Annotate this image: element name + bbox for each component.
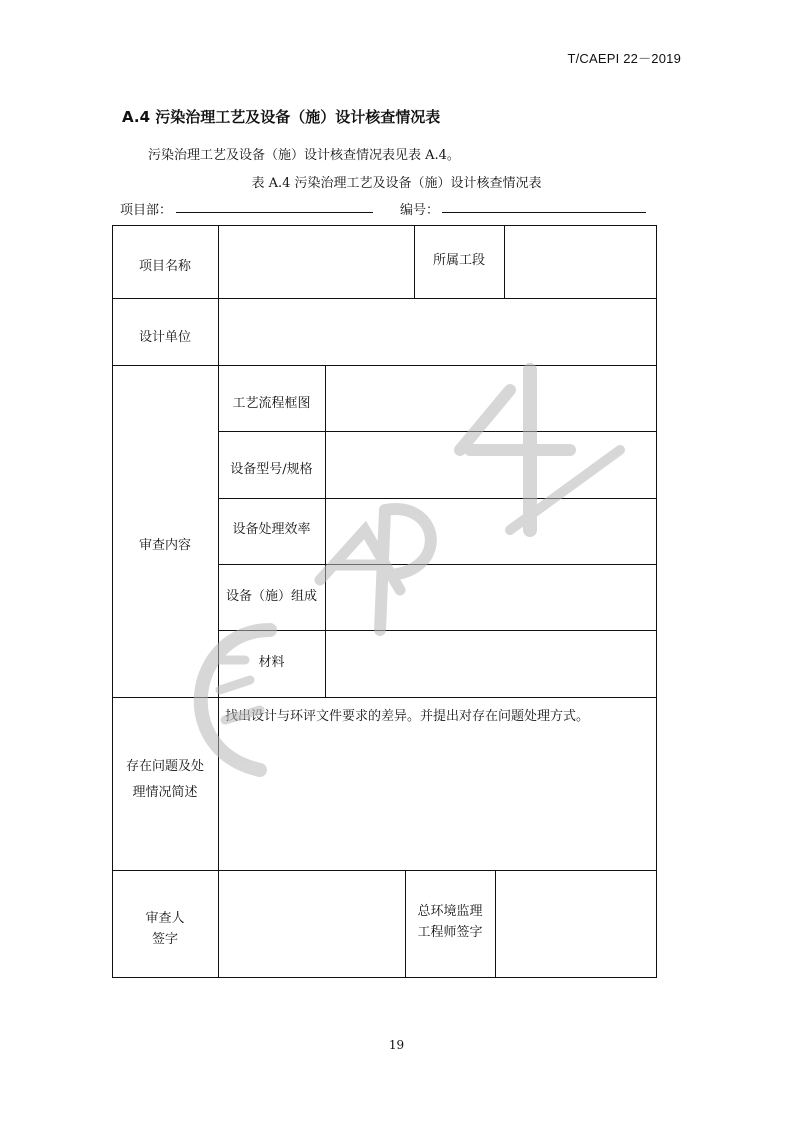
engineer-label-line1: 总环境监理: [417, 904, 483, 919]
reviewer-label-line2: 签字: [151, 932, 178, 947]
number-label: 编号：: [400, 203, 440, 218]
project-label: 项目部：: [120, 203, 173, 218]
reviewer-label-line1: 审查人: [145, 911, 185, 926]
issues-label-line1: 存在问题及处: [125, 759, 204, 774]
project-name-label: 项目名称: [138, 259, 191, 274]
row-divider: [218, 431, 657, 432]
table-border-right: [656, 225, 657, 977]
design-unit-label: 设计单位: [138, 330, 191, 345]
issues-label-line2: 理情况简述: [132, 785, 198, 800]
row-divider: [112, 697, 657, 698]
sub-item-materials: 材料: [258, 655, 285, 670]
row-divider: [218, 630, 657, 631]
table-border-bottom: [112, 977, 657, 978]
column-divider: [325, 365, 326, 697]
column-divider: [504, 225, 505, 298]
sub-item-equipment-model: 设备型号/规格: [230, 462, 313, 477]
row-divider: [112, 365, 657, 366]
review-content-label: 审查内容: [138, 538, 191, 553]
row-divider: [218, 564, 657, 565]
sub-item-efficiency: 设备处理效率: [232, 522, 311, 537]
engineer-label-line2: 工程师签字: [417, 925, 483, 940]
section-label: 所属工段: [432, 253, 485, 268]
issues-hint: 找出设计与环评文件要求的差异。并提出对存在问题处理方式。: [225, 709, 590, 724]
number-blank: [442, 212, 646, 213]
standard-code: T/CAEPI 22－2019: [567, 51, 681, 66]
sub-item-composition: 设备（施）组成: [225, 589, 317, 604]
page-number: 19: [388, 1038, 405, 1052]
table-caption: 表 A.4 污染治理工艺及设备（施）设计核查情况表: [251, 176, 542, 191]
table-border-top: [112, 225, 657, 226]
row-divider: [112, 870, 657, 871]
row-divider: [218, 498, 657, 499]
row-divider: [112, 298, 657, 299]
project-blank: [176, 212, 373, 213]
intro-paragraph: 污染治理工艺及设备（施）设计核查情况表见表 A.4。: [148, 148, 460, 163]
column-divider: [495, 870, 496, 977]
section-title: A.4 污染治理工艺及设备（施）设计核查情况表: [122, 108, 441, 126]
sub-item-process-flow: 工艺流程框图: [232, 396, 311, 411]
